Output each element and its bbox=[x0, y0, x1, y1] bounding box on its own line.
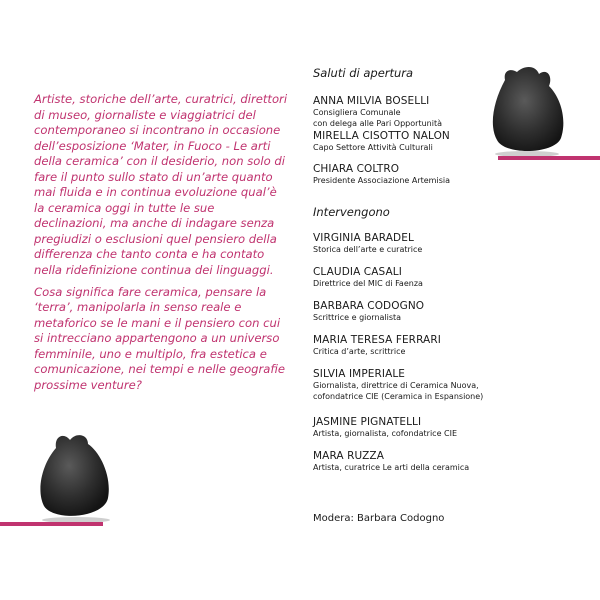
accent-bar-top bbox=[498, 156, 600, 160]
speaker-role: Critica d’arte, scrittrice bbox=[313, 347, 406, 356]
speaker-role: Direttrice del MIC di Faenza bbox=[313, 279, 423, 288]
speaker-entry bbox=[313, 334, 441, 358]
speaker-role: cofondatrice CIE (Ceramica in Espansione) bbox=[313, 391, 484, 401]
section-heading-saluti: Saluti di apertura bbox=[313, 66, 414, 80]
speaker-name: ANNA MILVIA BOSELLI bbox=[313, 95, 430, 107]
speaker-role: Storica dell’arte e curatrice bbox=[313, 245, 423, 254]
speaker-role: Artista, curatrice Le arti della ceramica bbox=[313, 463, 470, 472]
speaker-role: Capo Settore Attività Culturali bbox=[313, 143, 433, 152]
section-heading-intervengono: Intervengono bbox=[313, 205, 390, 219]
speaker-role: Artista, giornalista, cofondatrice CIE bbox=[313, 429, 458, 438]
speaker-entry bbox=[313, 266, 423, 290]
intro-paragraph-2: Cosa significa fare ceramica, pensare la ‘terra’, manipolarla in senso reale e metaforico se le mani e il pensiero con cui si intrecciano appartengono a un universo femminile, uno e multiplo, fra estetica e comunicazione, nei tempi e nelle geografie prossime venture? bbox=[34, 284, 286, 392]
speaker-role: Scrittrice e giornalista bbox=[313, 313, 402, 322]
speaker-role: Consigliera Comunale bbox=[313, 108, 401, 117]
speaker-entry bbox=[313, 232, 422, 256]
accent-bar-bottom bbox=[0, 522, 103, 526]
speaker-entry bbox=[313, 368, 483, 402]
speaker-name: MARA RUZZA bbox=[313, 450, 384, 462]
ceramic-sculpture-top bbox=[487, 62, 569, 158]
speaker-entry bbox=[313, 163, 450, 187]
speaker-role: con delega alle Pari Opportunità bbox=[313, 118, 442, 128]
speaker-entry bbox=[313, 416, 457, 440]
speaker-entry bbox=[313, 300, 424, 324]
speaker-name: SILVIA IMPERIALE bbox=[313, 368, 406, 380]
speaker-name: JASMINE PIGNATELLI bbox=[313, 416, 422, 428]
speaker-entry bbox=[313, 450, 469, 474]
ceramic-sculpture-bottom bbox=[34, 428, 118, 524]
speaker-name: VIRGINIA BARADEL bbox=[313, 232, 414, 244]
speaker-name: CLAUDIA CASALI bbox=[313, 266, 402, 278]
intro-text bbox=[34, 92, 289, 399]
speaker-role: Giornalista, direttrice di Ceramica Nuova, bbox=[313, 381, 479, 390]
speaker-role: Presidente Associazione Artemisia bbox=[313, 176, 450, 185]
speaker-name: MARIA TERESA FERRARI bbox=[313, 334, 441, 346]
speaker-name: MIRELLA CISOTTO NALON bbox=[313, 130, 450, 142]
speaker-name: CHIARA COLTRO bbox=[313, 163, 400, 175]
speaker-name: BARBARA CODOGNO bbox=[313, 300, 425, 312]
speaker-entry bbox=[313, 130, 450, 154]
moderator-line: Modera: Barbara Codogno bbox=[313, 513, 445, 524]
intro-paragraph-1: Artiste, storiche dell’arte, curatrici, direttori di museo, giornaliste e viaggiatrici del contemporaneo si incontrano in occasione dell’esposizione ‘Mater, in Fuoco - Le arti della ceramica’ con il desiderio, non solo di fare il punto sullo stato di un’arte quanto mai fluida e in continua evoluzione qual’è la ceramica oggi in tutte le sue declinazioni, ma anche di indagare senza pregiudizi o esclusioni quel pensiero della differenza che tanto conta e ha contato nella ridefinizione continua dei linguaggi. bbox=[34, 92, 288, 278]
speaker-entry bbox=[313, 95, 442, 129]
